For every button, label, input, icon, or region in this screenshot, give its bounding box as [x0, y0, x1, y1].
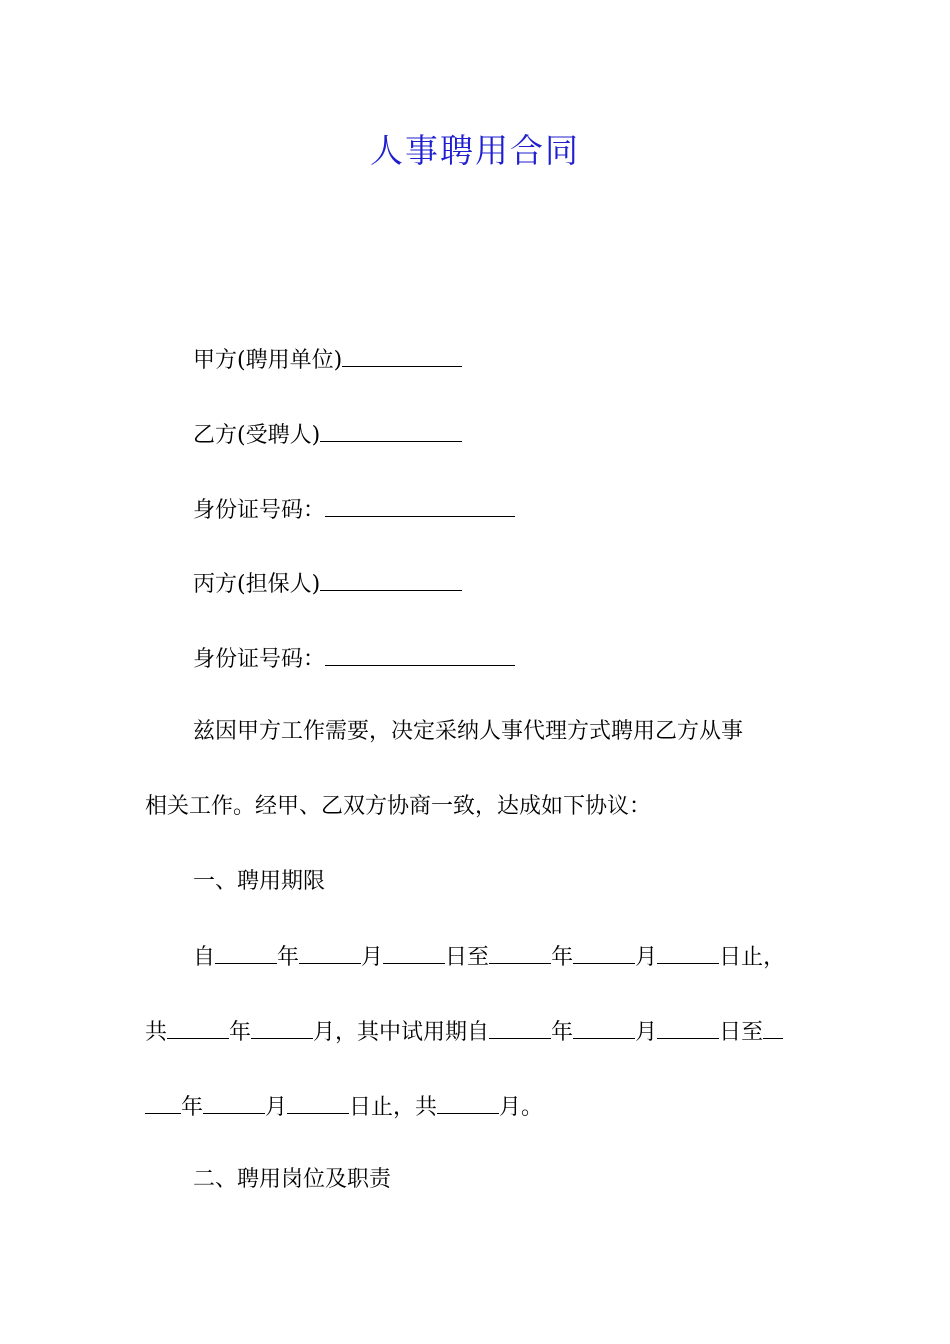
- end-day-blank[interactable]: [657, 941, 719, 964]
- party-a-line: [193, 344, 462, 376]
- term-text: 日至: [445, 945, 490, 970]
- probation-start-day-blank[interactable]: [657, 1016, 719, 1039]
- term-text: 日止，共: [349, 1095, 438, 1120]
- probation-months-blank[interactable]: [437, 1091, 499, 1114]
- document-title: 人事聘用合同: [370, 131, 580, 170]
- party-b-label: 乙方(受聘人): [193, 423, 321, 448]
- section-1-heading: 一、聘用期限: [193, 869, 326, 894]
- term-text: 年: [229, 1020, 252, 1045]
- id-number-line-2: [193, 643, 515, 675]
- probation-end-year-blank-cont[interactable]: [145, 1091, 181, 1114]
- id-number-line-1: [193, 494, 515, 526]
- probation-start-month-blank[interactable]: [573, 1016, 635, 1039]
- probation-start-year-blank[interactable]: [489, 1016, 551, 1039]
- intro-paragraph-line-1: 兹因甲方工作需要，决定采纳人事代理方式聘用乙方从事: [193, 719, 744, 744]
- term-text: 月，其中试用期自: [313, 1020, 490, 1045]
- intro-paragraph-line-2: 相关工作。经甲、乙双方协商一致，达成如下协议：: [145, 794, 652, 819]
- term-text: 年: [551, 945, 574, 970]
- party-a-blank[interactable]: [342, 344, 462, 367]
- total-years-blank[interactable]: [167, 1016, 229, 1039]
- start-day-blank[interactable]: [383, 941, 445, 964]
- term-text: 月。: [499, 1095, 544, 1120]
- party-c-label: 丙方(担保人): [193, 572, 321, 597]
- party-c-line: [193, 568, 462, 600]
- total-months-blank[interactable]: [251, 1016, 313, 1039]
- id-number-blank-1[interactable]: [325, 494, 515, 517]
- start-year-blank[interactable]: [215, 941, 277, 964]
- term-text: 月: [635, 1020, 658, 1045]
- party-b-blank[interactable]: [320, 419, 462, 442]
- term-text: 月: [635, 945, 658, 970]
- id-number-label-2: 身份证号码：: [193, 647, 326, 672]
- id-number-blank-2[interactable]: [325, 643, 515, 666]
- id-number-label-1: 身份证号码：: [193, 498, 326, 523]
- probation-end-month-blank[interactable]: [203, 1091, 265, 1114]
- section-2-heading: 二、聘用岗位及职责: [193, 1167, 392, 1192]
- term-text: 月: [265, 1095, 288, 1120]
- term-text: 日至: [719, 1020, 764, 1045]
- party-b-line: [193, 419, 462, 451]
- term-text: 日止，: [719, 945, 786, 970]
- probation-end-day-blank[interactable]: [287, 1091, 349, 1114]
- term-text: 自: [193, 945, 216, 970]
- start-month-blank[interactable]: [299, 941, 361, 964]
- term-text: 共: [145, 1020, 168, 1045]
- term-text: 年: [551, 1020, 574, 1045]
- term-text: 年: [181, 1095, 204, 1120]
- end-month-blank[interactable]: [573, 941, 635, 964]
- term-text: 年: [277, 945, 300, 970]
- end-year-blank[interactable]: [489, 941, 551, 964]
- term-line-1: [193, 941, 785, 973]
- party-a-label: 甲方(聘用单位): [193, 348, 343, 373]
- probation-end-year-blank[interactable]: [763, 1016, 783, 1039]
- term-text: 月: [361, 945, 384, 970]
- term-line-3: [145, 1091, 543, 1123]
- party-c-blank[interactable]: [320, 568, 462, 591]
- term-line-2: [145, 1016, 783, 1048]
